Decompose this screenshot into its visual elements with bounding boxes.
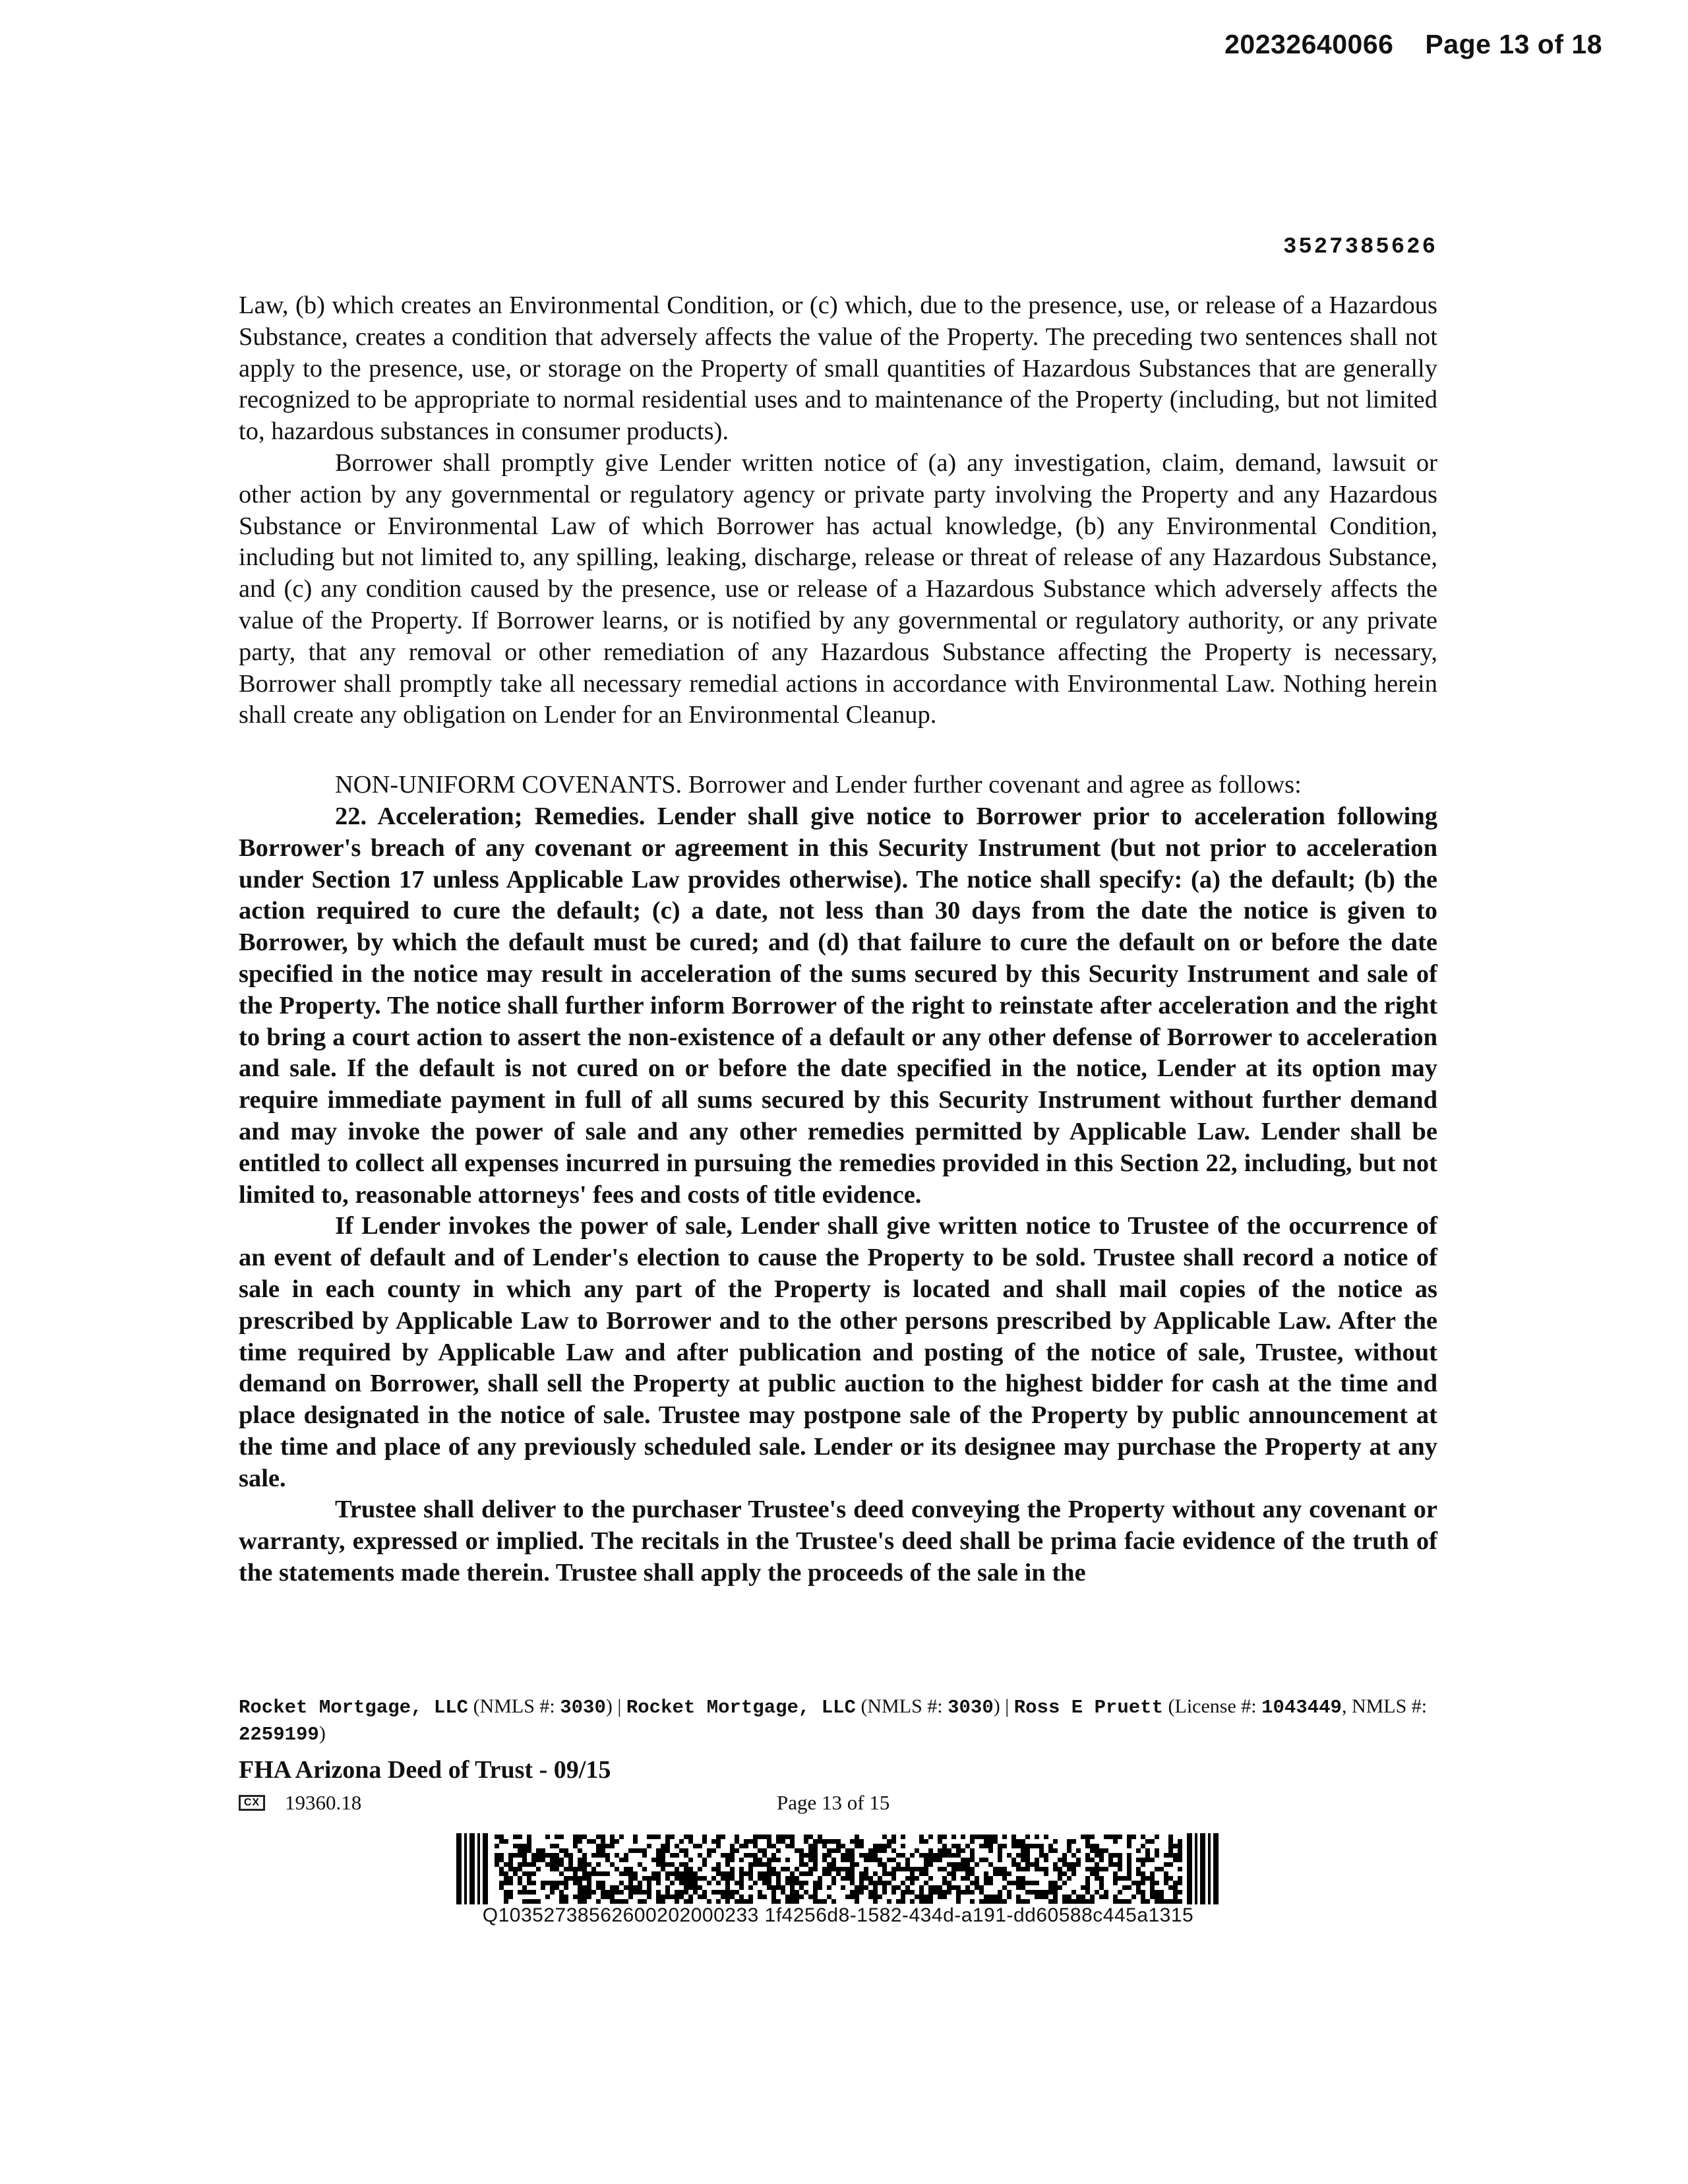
lender-info-line: [239, 1693, 1437, 1747]
separator: ) |: [993, 1695, 1014, 1717]
form-title: FHA Arizona Deed of Trust - 09/15: [239, 1756, 611, 1784]
originator-name: Ross E Pruett: [1013, 1697, 1163, 1718]
nmls-label: (NMLS #:: [855, 1695, 948, 1717]
paragraph-hazardous-continued: Law, (b) which creates an Environmental Condition, or (c) which, due to the presence, use, or release of a Hazardous Substance, creates a condition that adversely affects the value of the Property. The preceding two sentences shall not apply to the presence, use, or storage on the Property of small quantities of Hazardous Substances that are generally recognized to be appropriate to normal residential uses and to maintenance of the Property (including, but not limited to, hazardous substances in consumer products).: [239, 291, 1437, 446]
form-number: 19360.18: [285, 1791, 362, 1814]
barcode-icon: [456, 1833, 1220, 1904]
license-label: (License #:: [1163, 1695, 1262, 1717]
paragraph-non-uniform-covenants: NON-UNIFORM COVENANTS. Borrower and Lender further covenant and agree as follows:: [335, 771, 1302, 799]
lender-nmls: 3030: [948, 1697, 994, 1718]
document-body: [239, 290, 1437, 1589]
cx-logo-icon: CX: [239, 1795, 265, 1811]
lender-name: Rocket Mortgage, LLC: [626, 1697, 856, 1718]
page-number: Page 13 of 15: [777, 1791, 890, 1814]
recording-page: Page 13 of 18: [1425, 29, 1602, 59]
nmls-label: (NMLS #:: [468, 1695, 560, 1717]
lender-nmls: 3030: [560, 1697, 606, 1718]
paragraph-trustee-deed: Trustee shall deliver to the purchaser Trustee's deed conveying the Property without any covenant or warranty, expressed or implied. The recitals in the Trustee's deed shall be prima facie evidence of the truth of the statements made therein. Trustee shall apply the proceeds of the sale in the: [239, 1496, 1437, 1587]
lender-name: Rocket Mortgage, LLC: [239, 1697, 469, 1718]
paragraph-power-of-sale: If Lender invokes the power of sale, Lender shall give written notice to Trustee of the occurrence of an event of default and of Lender's election to cause the Property to be sold. Trustee shall record a notice of sale in each county in which any part of the Property is located and shall mail copies of the notice as prescribed by Applicable Law to Borrower and to the other persons prescribed by Applicable Law. After the time required by Applicable Law and after publication and posting of the notice of sale, Trustee, without demand on Borrower, shall sell the Property at public auction to the highest bidder for cash at the time and place designated in the notice of sale. Trustee may postpone sale of the Property by public announcement at the time and place of any previously scheduled sale. Lender or its designee may purchase the Property at any sale.: [239, 1212, 1437, 1492]
originator-nmls: 2259199: [239, 1724, 319, 1745]
barcode-text: Q10352738562600202000233 1f4256d8-1582-434d-a191-dd60588c445a1315: [482, 1904, 1194, 1926]
nmls-label: , NMLS #:: [1341, 1695, 1428, 1717]
form-meta: [239, 1791, 1437, 1817]
close-paren: ): [318, 1722, 326, 1744]
barcode: [456, 1833, 1220, 1904]
separator: ) |: [605, 1695, 626, 1717]
loan-number: 3527385626: [1282, 235, 1437, 260]
paragraph-acceleration-remedies: 22. Acceleration; Remedies. Lender shall give notice to Borrower prior to acceleration following Borrower's breach of any covenant or agreement in this Security Instrument (but not prior to acceleration under Section 17 unless Applicable Law provides otherwise). The notice shall specify: (a) the default; (b) the action required to cure the default; (c) a date, not less than 30 days from the date the notice is given to Borrower, by which the default must be cured; and (d) that failure to cure the default on or before the date specified in the notice may result in acceleration of the sums secured by this Security Instrument and sale of the Property. The notice shall further inform Borrower of the right to reinstate after acceleration and the right to bring a court action to assert the non-existence of a default or any other defense of Borrower to acceleration and sale. If the default is not cured on or before the date specified in the notice, Lender at its option may require immediate payment in full of all sums secured by this Security Instrument without further demand and may invoke the power of sale and any other remedies permitted by Applicable Law. Lender shall be entitled to collect all expenses incurred in pursuing the remedies provided in this Section 22, including, but not limited to, reasonable attorneys' fees and costs of title evidence.: [239, 802, 1437, 1209]
recording-header: [1224, 29, 1602, 60]
paragraph-borrower-notice: Borrower shall promptly give Lender written notice of (a) any investigation, claim, demand, lawsuit or other action by any governmental or regulatory agency or private party involving the Property and any Hazardous Substance or Environmental Law of which Borrower has actual knowledge, (b) any Environmental Condition, including but not limited to, any spilling, leaking, discharge, release or threat of release of any Hazardous Substance, and (c) any condition caused by the presence, use or release of a Hazardous Substance which adversely affects the value of the Property. If Borrower learns, or is notified by any governmental or regulatory authority, or any private party, that any removal or other remediation of any Hazardous Substance affecting the Property is necessary, Borrower shall promptly take all necessary remedial actions in accordance with Environmental Law. Nothing herein shall create any obligation on Lender for an Environmental Cleanup.: [239, 448, 1437, 729]
recording-number: 20232640066: [1224, 29, 1394, 59]
originator-license: 1043449: [1261, 1697, 1342, 1718]
